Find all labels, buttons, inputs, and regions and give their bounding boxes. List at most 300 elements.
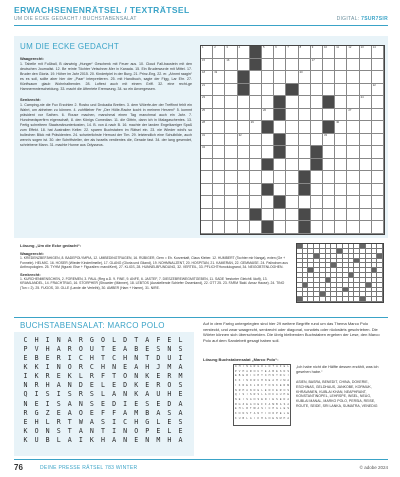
crossword-cell[interactable] xyxy=(311,171,323,184)
letter-cell[interactable]: K xyxy=(134,381,139,390)
letter-cell[interactable]: I xyxy=(34,390,39,399)
crossword-cell[interactable] xyxy=(335,209,347,222)
crossword-cell[interactable] xyxy=(372,59,384,72)
crossword-cell[interactable] xyxy=(274,59,286,72)
letter-cell[interactable]: M xyxy=(178,372,183,381)
letter-cell[interactable]: S xyxy=(178,381,183,390)
crossword-cell[interactable]: 2 xyxy=(213,46,225,59)
letter-cell[interactable]: H xyxy=(145,363,150,372)
letter-cell[interactable]: A xyxy=(56,381,61,390)
letter-cell[interactable]: T xyxy=(101,426,105,435)
letter-cell[interactable]: A xyxy=(56,345,61,354)
crossword-cell[interactable] xyxy=(372,209,384,222)
crossword-cell[interactable]: 21 xyxy=(201,84,213,97)
crossword-cell[interactable] xyxy=(286,184,298,197)
letter-cell[interactable]: D xyxy=(167,399,172,408)
letter-cell[interactable]: A xyxy=(145,336,150,344)
crossword-cell[interactable] xyxy=(311,221,323,234)
letter-cell[interactable]: I xyxy=(178,354,183,363)
letter-cell[interactable]: D xyxy=(123,381,128,390)
letter-cell[interactable]: A xyxy=(67,408,72,417)
letter-cell[interactable]: E xyxy=(145,345,150,354)
crossword-cell[interactable] xyxy=(372,184,384,197)
letter-cell[interactable]: O xyxy=(78,408,83,417)
letter-cell[interactable]: L xyxy=(167,426,172,435)
crossword-cell[interactable]: 34 xyxy=(201,146,213,159)
crossword-cell[interactable] xyxy=(262,209,274,222)
crossword-cell[interactable] xyxy=(347,134,359,147)
letter-cell[interactable]: F xyxy=(101,372,105,381)
crossword-cell[interactable]: 6 xyxy=(274,46,286,59)
crossword-cell[interactable] xyxy=(238,121,250,134)
letter-cell[interactable]: O xyxy=(134,426,139,435)
crossword-cell[interactable] xyxy=(360,184,372,197)
letter-cell[interactable]: R xyxy=(56,354,61,363)
letter-cell[interactable]: S xyxy=(101,417,105,426)
letter-cell[interactable]: E xyxy=(34,399,39,408)
crossword-cell[interactable] xyxy=(335,171,347,184)
crossword-cell[interactable]: 14 xyxy=(372,46,384,59)
crossword-cell[interactable] xyxy=(274,71,286,84)
crossword-cell[interactable] xyxy=(311,209,323,222)
letter-cell[interactable]: P xyxy=(23,345,28,354)
letter-cell[interactable]: A xyxy=(145,390,150,399)
letter-cell[interactable]: R xyxy=(167,372,172,381)
crossword-cell[interactable] xyxy=(347,184,359,197)
crossword-cell[interactable] xyxy=(335,109,347,122)
letter-cell[interactable]: E xyxy=(23,417,28,426)
letter-cell[interactable]: T xyxy=(101,345,105,354)
crossword-cell[interactable]: 15 xyxy=(201,59,213,72)
letter-cell[interactable]: N xyxy=(145,435,150,444)
crossword-cell[interactable]: 9 xyxy=(311,46,323,59)
letter-cell[interactable]: S xyxy=(56,399,61,408)
letter-cell[interactable]: E xyxy=(112,345,117,354)
crossword-cell[interactable] xyxy=(335,221,347,234)
crossword-cell[interactable] xyxy=(323,184,335,197)
letter-cell[interactable]: A xyxy=(134,363,139,372)
crossword-cell[interactable] xyxy=(311,121,323,134)
crossword-cell[interactable] xyxy=(360,121,372,134)
letter-cell[interactable]: C xyxy=(23,336,28,344)
letter-cell[interactable]: S xyxy=(178,345,183,354)
letter-cell[interactable]: I xyxy=(56,390,61,399)
crossword-cell[interactable] xyxy=(311,184,323,197)
letter-cell[interactable]: D xyxy=(112,399,117,408)
letter-cell[interactable]: H xyxy=(101,363,105,372)
letter-grid[interactable] xyxy=(20,336,186,454)
crossword-cell[interactable] xyxy=(201,209,213,222)
letter-cell[interactable]: C xyxy=(123,417,128,426)
crossword-cell[interactable] xyxy=(372,221,384,234)
letter-cell[interactable]: T xyxy=(145,354,150,363)
crossword-cell[interactable] xyxy=(311,96,323,109)
crossword-cell[interactable]: 26 xyxy=(262,109,274,122)
crossword-cell[interactable] xyxy=(335,71,347,84)
crossword-cell[interactable] xyxy=(323,84,335,97)
letter-cell[interactable]: K xyxy=(134,390,139,399)
letter-cell[interactable]: A xyxy=(123,408,128,417)
letter-cell[interactable]: N xyxy=(134,372,139,381)
crossword-cell[interactable]: 23 xyxy=(201,96,213,109)
crossword-cell[interactable] xyxy=(335,134,347,147)
crossword-cell[interactable]: 4 xyxy=(238,46,250,59)
crossword-cell[interactable]: 19 xyxy=(213,71,225,84)
letter-cell[interactable]: S xyxy=(89,399,94,408)
crossword-cell[interactable] xyxy=(335,159,347,172)
letter-cell[interactable]: S xyxy=(67,390,72,399)
letter-cell[interactable]: L xyxy=(112,336,117,344)
letter-cell[interactable]: N xyxy=(45,426,50,435)
crossword-cell[interactable]: 29 xyxy=(250,121,262,134)
crossword-cell[interactable]: 33 xyxy=(323,134,335,147)
letter-cell[interactable]: B xyxy=(134,345,139,354)
letter-cell[interactable]: A xyxy=(67,435,72,444)
letter-cell[interactable]: O xyxy=(101,336,105,344)
crossword-cell[interactable] xyxy=(201,159,213,172)
letter-cell[interactable]: A xyxy=(112,435,117,444)
letter-cell[interactable]: A xyxy=(112,390,117,399)
letter-cell[interactable]: G xyxy=(145,417,150,426)
letter-cell[interactable]: G xyxy=(34,408,39,417)
letter-cell[interactable]: E xyxy=(156,372,161,381)
letter-cell[interactable]: N xyxy=(167,345,172,354)
crossword-cell[interactable] xyxy=(347,221,359,234)
letter-cell[interactable]: A xyxy=(67,336,72,344)
crossword-cell[interactable] xyxy=(225,171,237,184)
letter-cell[interactable]: K xyxy=(23,363,28,372)
crossword-cell[interactable] xyxy=(250,109,262,122)
letter-cell[interactable]: S xyxy=(45,390,50,399)
crossword-cell[interactable] xyxy=(360,221,372,234)
crossword-cell[interactable] xyxy=(225,146,237,159)
crossword-cell[interactable] xyxy=(213,96,225,109)
letter-cell[interactable]: H xyxy=(123,354,128,363)
letter-cell[interactable]: C xyxy=(112,354,117,363)
letter-cell[interactable]: O xyxy=(34,426,39,435)
crossword-cell[interactable] xyxy=(323,196,335,209)
crossword-cell[interactable] xyxy=(250,159,262,172)
crossword-cell[interactable] xyxy=(299,196,311,209)
crossword-cell[interactable] xyxy=(323,59,335,72)
crossword-cell[interactable] xyxy=(347,96,359,109)
letter-cell[interactable]: E xyxy=(156,399,161,408)
crossword-cell[interactable]: 25 xyxy=(201,109,213,122)
crossword-cell[interactable] xyxy=(372,109,384,122)
letter-cell[interactable]: A xyxy=(178,399,183,408)
letter-cell[interactable]: N xyxy=(123,435,128,444)
crossword-cell[interactable] xyxy=(225,184,237,197)
crossword-cell[interactable] xyxy=(286,196,298,209)
letter-cell[interactable]: I xyxy=(112,426,117,435)
letter-cell[interactable]: R xyxy=(78,390,83,399)
crossword-cell[interactable] xyxy=(347,209,359,222)
letter-cell[interactable]: A xyxy=(123,345,128,354)
crossword-cell[interactable] xyxy=(213,84,225,97)
crossword-cell[interactable] xyxy=(225,134,237,147)
letter-cell[interactable]: N xyxy=(23,399,28,408)
crossword-cell[interactable]: 5 xyxy=(262,46,274,59)
crossword-cell[interactable] xyxy=(335,196,347,209)
letter-cell[interactable]: E xyxy=(167,417,172,426)
letter-cell[interactable]: K xyxy=(23,426,28,435)
crossword-cell[interactable] xyxy=(250,146,262,159)
crossword-cell[interactable] xyxy=(360,59,372,72)
letter-cell[interactable]: E xyxy=(89,381,94,390)
crossword-cell[interactable] xyxy=(347,71,359,84)
letter-cell[interactable]: P xyxy=(145,426,150,435)
crossword-cell[interactable] xyxy=(372,96,384,109)
letter-cell[interactable]: T xyxy=(67,426,72,435)
crossword-cell[interactable] xyxy=(372,159,384,172)
crossword-cell[interactable] xyxy=(250,171,262,184)
crossword-cell[interactable] xyxy=(225,196,237,209)
letter-cell[interactable]: U xyxy=(167,354,172,363)
letter-cell[interactable]: L xyxy=(56,435,61,444)
crossword-cell[interactable] xyxy=(286,209,298,222)
letter-cell[interactable]: T xyxy=(112,372,117,381)
crossword-cell[interactable]: 32 xyxy=(238,134,250,147)
crossword-cell[interactable] xyxy=(299,59,311,72)
letter-cell[interactable]: E xyxy=(134,435,139,444)
crossword-cell[interactable] xyxy=(201,221,213,234)
crossword-cell[interactable] xyxy=(225,84,237,97)
crossword-cell[interactable]: 30 xyxy=(335,121,347,134)
crossword-cell[interactable] xyxy=(299,134,311,147)
crossword-cell[interactable] xyxy=(225,121,237,134)
crossword-cell[interactable] xyxy=(274,209,286,222)
crossword-cell[interactable] xyxy=(238,196,250,209)
letter-cell[interactable]: N xyxy=(67,381,72,390)
letter-cell[interactable]: H xyxy=(45,381,50,390)
crossword-cell[interactable] xyxy=(250,71,262,84)
crossword-cell[interactable] xyxy=(360,159,372,172)
crossword-cell[interactable] xyxy=(225,159,237,172)
letter-cell[interactable]: R xyxy=(78,336,83,344)
letter-cell[interactable]: K xyxy=(34,372,39,381)
crossword-cell[interactable] xyxy=(286,171,298,184)
crossword-cell[interactable] xyxy=(213,59,225,72)
crossword-cell[interactable]: 20 xyxy=(299,71,311,84)
letter-cell[interactable]: D xyxy=(156,354,161,363)
letter-cell[interactable]: C xyxy=(89,363,94,372)
crossword-cell[interactable] xyxy=(238,209,250,222)
crossword-cell[interactable] xyxy=(286,221,298,234)
letter-cell[interactable]: H xyxy=(167,435,172,444)
letter-cell[interactable]: E xyxy=(178,390,183,399)
crossword-cell[interactable]: 18 xyxy=(201,71,213,84)
letter-cell[interactable]: E xyxy=(156,426,161,435)
crossword-cell[interactable] xyxy=(213,121,225,134)
crossword-cell[interactable] xyxy=(274,171,286,184)
crossword-cell[interactable] xyxy=(372,134,384,147)
crossword-cell[interactable] xyxy=(372,171,384,184)
crossword-cell[interactable] xyxy=(323,159,335,172)
letter-cell[interactable]: O xyxy=(167,381,172,390)
letter-cell[interactable]: R xyxy=(34,381,39,390)
crossword-cell[interactable] xyxy=(262,84,274,97)
letter-cell[interactable]: F xyxy=(101,408,105,417)
letter-cell[interactable]: R xyxy=(56,417,61,426)
letter-cell[interactable]: H xyxy=(101,435,105,444)
crossword-cell[interactable] xyxy=(238,171,250,184)
crossword-cell[interactable] xyxy=(238,221,250,234)
letter-cell[interactable]: K xyxy=(89,435,94,444)
letter-cell[interactable]: E xyxy=(89,408,94,417)
crossword-cell[interactable] xyxy=(238,146,250,159)
crossword-cell[interactable] xyxy=(323,146,335,159)
crossword-cell[interactable] xyxy=(347,59,359,72)
letter-cell[interactable]: R xyxy=(67,345,72,354)
crossword-cell[interactable] xyxy=(262,196,274,209)
letter-cell[interactable]: I xyxy=(45,399,50,408)
crossword-cell[interactable] xyxy=(372,146,384,159)
letter-cell[interactable]: N xyxy=(134,354,139,363)
crossword-cell[interactable] xyxy=(286,96,298,109)
crossword-cell[interactable]: 27 xyxy=(347,109,359,122)
crossword-cell[interactable]: 28 xyxy=(201,121,213,134)
letter-cell[interactable]: K xyxy=(23,435,28,444)
crossword-cell[interactable]: 24 xyxy=(360,96,372,109)
letter-cell[interactable]: L xyxy=(101,381,105,390)
letter-cell[interactable]: E xyxy=(56,372,61,381)
crossword-cell[interactable] xyxy=(335,146,347,159)
letter-cell[interactable]: I xyxy=(67,354,72,363)
crossword-cell[interactable] xyxy=(323,71,335,84)
crossword-cell[interactable]: 7 xyxy=(286,46,298,59)
letter-cell[interactable]: N xyxy=(56,363,61,372)
letter-cell[interactable]: Q xyxy=(23,390,28,399)
crossword-cell[interactable] xyxy=(213,196,225,209)
crossword-cell[interactable] xyxy=(213,209,225,222)
letter-cell[interactable]: K xyxy=(34,363,39,372)
crossword-cell[interactable]: 1 xyxy=(201,46,213,59)
letter-cell[interactable]: I xyxy=(45,336,50,344)
crossword-cell[interactable]: 13 xyxy=(360,46,372,59)
crossword-cell[interactable] xyxy=(225,96,237,109)
crossword-cell[interactable] xyxy=(299,96,311,109)
crossword-cell[interactable] xyxy=(299,84,311,97)
crossword-cell[interactable] xyxy=(360,171,372,184)
crossword-cell[interactable] xyxy=(274,221,286,234)
crossword-cell[interactable] xyxy=(238,109,250,122)
letter-cell[interactable]: M xyxy=(156,435,161,444)
crossword-cell[interactable]: 22 xyxy=(372,84,384,97)
letter-cell[interactable]: B xyxy=(145,408,150,417)
letter-cell[interactable]: C xyxy=(78,354,83,363)
letter-cell[interactable]: N xyxy=(23,381,28,390)
crossword-cell[interactable] xyxy=(311,71,323,84)
letter-cell[interactable]: K xyxy=(67,372,72,381)
letter-cell[interactable]: H xyxy=(134,417,139,426)
letter-cell[interactable]: B xyxy=(34,354,39,363)
crossword-cell[interactable] xyxy=(286,134,298,147)
letter-cell[interactable]: R xyxy=(156,381,161,390)
letter-cell[interactable]: A xyxy=(156,408,161,417)
crossword-cell[interactable] xyxy=(286,146,298,159)
crossword-cell[interactable] xyxy=(213,109,225,122)
letter-cell[interactable]: E xyxy=(145,381,150,390)
letter-cell[interactable]: I xyxy=(78,435,83,444)
crossword-cell[interactable] xyxy=(335,96,347,109)
crossword-cell[interactable] xyxy=(299,121,311,134)
letter-cell[interactable]: I xyxy=(23,372,28,381)
letter-cell[interactable]: I xyxy=(112,417,117,426)
crossword-cell[interactable] xyxy=(225,71,237,84)
letter-cell[interactable]: R xyxy=(78,363,83,372)
crossword-cell[interactable] xyxy=(299,146,311,159)
crossword-cell[interactable] xyxy=(286,59,298,72)
letter-cell[interactable]: Z xyxy=(45,408,50,417)
crossword-cell[interactable]: 16 xyxy=(225,59,237,72)
letter-cell[interactable]: L xyxy=(156,417,161,426)
crossword-cell[interactable] xyxy=(286,121,298,134)
crossword-cell[interactable] xyxy=(262,71,274,84)
crossword-cell[interactable] xyxy=(372,196,384,209)
crossword-cell[interactable] xyxy=(213,159,225,172)
crossword-cell[interactable] xyxy=(347,121,359,134)
crossword-cell[interactable] xyxy=(347,196,359,209)
letter-cell[interactable]: S xyxy=(56,426,61,435)
letter-cell[interactable]: U xyxy=(34,435,39,444)
letter-cell[interactable]: E xyxy=(167,336,172,344)
crossword-cell[interactable] xyxy=(372,121,384,134)
crossword-cell[interactable] xyxy=(250,221,262,234)
letter-cell[interactable]: S xyxy=(145,399,150,408)
crossword-cell[interactable] xyxy=(286,109,298,122)
crossword-cell[interactable] xyxy=(347,159,359,172)
letter-cell[interactable]: A xyxy=(89,417,94,426)
crossword-cell[interactable] xyxy=(238,184,250,197)
crossword-cell[interactable]: 12 xyxy=(347,46,359,59)
crossword-cell[interactable] xyxy=(213,184,225,197)
crossword-cell[interactable] xyxy=(299,159,311,172)
crossword-cell[interactable] xyxy=(347,171,359,184)
letter-cell[interactable]: O xyxy=(123,372,128,381)
crossword-cell[interactable] xyxy=(250,96,262,109)
letter-cell[interactable]: L xyxy=(101,390,105,399)
crossword-cell[interactable] xyxy=(213,221,225,234)
letter-cell[interactable]: E xyxy=(56,408,61,417)
letter-cell[interactable]: V xyxy=(34,345,39,354)
letter-cell[interactable]: E xyxy=(178,426,183,435)
crossword-cell[interactable] xyxy=(213,146,225,159)
letter-cell[interactable]: N xyxy=(89,426,94,435)
letter-cell[interactable]: N xyxy=(123,426,128,435)
letter-cell[interactable]: A xyxy=(178,408,183,417)
crossword-cell[interactable] xyxy=(299,109,311,122)
crossword-cell[interactable] xyxy=(360,109,372,122)
crossword-cell[interactable] xyxy=(213,171,225,184)
letter-cell[interactable]: N xyxy=(56,336,61,344)
crossword-cell[interactable] xyxy=(274,121,286,134)
letter-cell[interactable]: S xyxy=(178,417,183,426)
crossword-cell[interactable] xyxy=(238,159,250,172)
letter-cell[interactable]: T xyxy=(134,336,139,344)
letter-cell[interactable]: O xyxy=(78,345,83,354)
letter-cell[interactable]: W xyxy=(78,417,83,426)
crossword-cell[interactable] xyxy=(262,134,274,147)
letter-cell[interactable]: A xyxy=(178,363,183,372)
crossword-cell[interactable] xyxy=(250,184,262,197)
crossword-cell[interactable] xyxy=(360,71,372,84)
letter-cell[interactable]: M xyxy=(167,363,172,372)
crossword-cell[interactable] xyxy=(286,159,298,172)
crossword-cell[interactable] xyxy=(250,134,262,147)
crossword-cell[interactable] xyxy=(335,59,347,72)
letter-cell[interactable]: L xyxy=(178,336,183,344)
crossword-cell[interactable]: 17 xyxy=(311,59,323,72)
